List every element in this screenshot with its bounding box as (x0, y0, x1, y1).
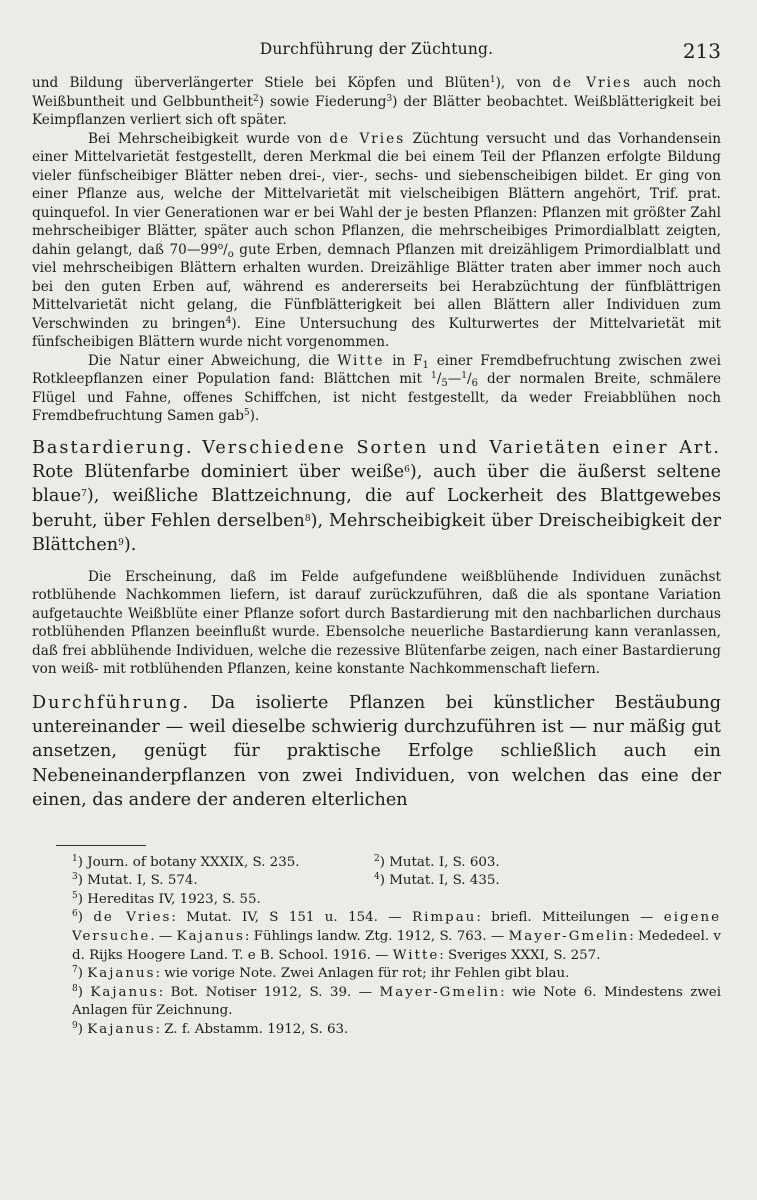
text: Die Natur einer Abweichung, die (88, 352, 338, 369)
footnote-text: Mutat. I, S. 603. (389, 854, 500, 870)
page-number: 213 (682, 39, 721, 63)
spaced-text: eigene Versuche (72, 910, 722, 944)
author-name: Kajanus (90, 984, 159, 1000)
footnote-text: : Mutat. IV, S 151 u. 154. — (171, 910, 413, 926)
footnote-number: 8 (72, 983, 78, 994)
author-name: de Vries (93, 910, 172, 926)
footnote-row (32, 854, 721, 873)
footnote-ref-8: 8 (304, 513, 311, 524)
footnote-text: Hereditas IV, 1923, S. 55. (87, 891, 261, 907)
text: Da isolierte Pflanzen bei künstlicher Bestäubung untereinander — weil dieselbe schwierig durchzuführen ist — nur mäßig gut ansetzen, genügt für praktische Erfolge schließlich auch ein Nebeneinanderpflanzen von zwei Individuen, von welchen das eine der einen, das andere der anderen elterlichen (32, 692, 721, 811)
footnote-number: 5 (72, 890, 78, 901)
percent-sup: o (217, 241, 224, 252)
text: ), von (495, 75, 553, 91)
text: ), weißliche Blattzeichnung, die auf Lockerheit des Blattgewebes beruht, über Fehlen derselben (32, 486, 721, 531)
paragraph-5: Die Erscheinung, daß im Felde aufgefundene weißblühende Individuen zunächst rotblühende Nachkommen liefern, ist darauf zurückzuführen, daß die als spontane Variation aufgetauchte Weißblüte einer Pflanze sofort durch Bastardierung mit den nachbarlichen durchaus rotblühenden Pflanzen beeinflußt wurde. Ebensolche neuerliche Bastardierung kann veranlassen, daß frei abblühende Individuen, welche die rezessive Blütenfarbe zeigen, nach einer Bastardierung von weiß- mit rotblühenden Pflanzen, keine konstante Nachkommenschaft liefern. (32, 568, 721, 678)
text: in F (384, 352, 423, 369)
text: einer Fremdbefruchtung zwischen zwei Rotkleepflanzen einer Population fand: Blättchen mit (32, 352, 721, 387)
footnote-4: $^4$) Mutat. I, S. 435. (374, 872, 500, 889)
footnote-divider (56, 845, 146, 846)
footnote-text: . — (150, 928, 177, 944)
paragraph-1 (32, 74, 721, 130)
author-name: Rimpau (412, 910, 477, 926)
text: ). (123, 535, 137, 556)
percent-slash: / (223, 241, 228, 258)
footnote-3: $^3$) Mutat. I, S. 574. (72, 872, 198, 889)
fraction-numerator: 1 (461, 371, 468, 381)
percent-sub: o (227, 248, 234, 260)
footnote-text: : Mededeel. v d. Rijks Hoogere Land. T. e B. School. 1916. — (72, 928, 721, 963)
subscript: 1 (422, 359, 429, 371)
footnote-6: $^6$) de Vries: Mutat. IV, S 151 u. 154. — Rimpau: briefl. Mitteilungen — eigene Versuche. — Kajanus: Fühlings landw. Ztg. 1912, S. 763. — Mayer-Gmelin: Mededeel. v d. Rijks Hoogere Land. T. e B. School. 1916. — Witte: Sveriges XXXI, S. 257. (72, 909, 722, 963)
paragraph-3: Die Natur einer Abweichung, die Witte in $F_1$ einer Fremdbefruchtung zwischen zwei Rotkleepflanzen einer Population fand: Blättchen mit $^1/_5—^1/_6$ der normalen Breite, schmälere Flügel und Fahne, offenes Schiffchen, ist nicht festgestellt, da weder Freiabblühen noch Fremdbefruchtung Samen gab$^5$). (32, 352, 722, 424)
running-head: Durchführung der Züchtung. (259, 40, 494, 58)
text: gute Erben, demnach Pflanzen mit dreizähligem Primordialblatt und viel mehrscheibigen Blättern erhalten wurden. Dreizählige Blätter traten aber immer noch auch bei den guten Erben auf, während es andererseits bei Herabzüchtung der fünfblättrigen Mittelvarietät nicht gelang, die Fünfblätterigkeit bei allen Blättern aller Individuen zum Verschwinden zu bringen (32, 241, 721, 332)
footnote-text: : Sveriges XXXI, S. 257. (439, 947, 601, 963)
text: ). (249, 408, 260, 424)
footnote-text: Journ. of botany XXXIX, S. 235. (87, 854, 300, 870)
footnotes (32, 854, 721, 1040)
footnote-row (32, 872, 721, 891)
footnote-text: : wie vorige Note. Zwei Anlagen für rot; ihr Fehlen gibt blau. (155, 966, 570, 982)
footnote-number: 7 (72, 965, 78, 976)
author-name: Kajanus (176, 928, 245, 944)
footnote-7: $^7$) Kajanus: wie vorige Note. Zwei Anlagen für rot; ihr Fehlen gibt blau. (72, 965, 570, 982)
paragraph-2 (32, 130, 721, 352)
author-name: de Vries (329, 130, 406, 147)
footnote-text: : Bot. Notiser 1912, S. 39. — (158, 984, 380, 1000)
footnote-ref-9: 9 (118, 538, 124, 549)
footnote-text: : wie Note 6. Mindestens zwei Anlagen für Zeichnung. (72, 984, 721, 1019)
author-name: Kajanus (87, 1021, 156, 1037)
footnote-ref-3: 3 (386, 93, 393, 104)
text: der normalen Breite, schmälere Flügel und Fahne, offenes Schiffchen, ist nicht festgestellt, da weder Freiabblühen noch Fremdbefruchtung Samen gab (32, 371, 722, 424)
footnote-1: $^1$) Journ. of botany XXXIX, S. 235. (72, 853, 300, 870)
subheading: Verschiedene Sorten und Varietäten einer Art. (202, 437, 722, 458)
page-header (32, 40, 721, 74)
section-heading: Bastardierung. (32, 437, 194, 458)
text: ), Mehrscheibigkeit über Dreischeibigkeit der Blättchen (32, 510, 721, 556)
footnote-text: Mutat. I, S. 574. (87, 873, 198, 889)
footnote-ref-5: 5 (243, 408, 250, 418)
text: Rote Blütenfarbe dominiert über weiße (32, 461, 405, 482)
text: Bei Mehrscheibigkeit wurde von (88, 130, 330, 147)
footnote-9: $^9$) Kajanus: Z. f. Abstamm. 1912, S. 63. (72, 1020, 349, 1037)
author-name: Mayer-Gmelin (508, 928, 630, 944)
footnote-text: Mutat. I, S. 435. (389, 873, 500, 889)
footnote-number: 2 (374, 853, 380, 864)
footnote-8: $^8$) Kajanus: Bot. Notiser 1912, S. 39. — Mayer-Gmelin: wie Note 6. Mindestens zwei Anlagen für Zeichnung. (72, 983, 721, 1019)
fraction-denominator: 6 (471, 378, 478, 389)
text: Züchtung versucht und das Vorhandensein einer Mittelvarietät festgestellt, deren Merkmal die bei einem Teil der Pflanzen erfolgte Bildung vieler fünfscheibiger Blätter neben drei-, vier-, sechs- und siebenscheibigen bildet. Er ging von einer Pflanze aus, welche der Mittelvarietät mit vielscheibigen Blättern angehört, Trif. prat. quinquefol. In vier Generationen war er bei Wahl der je besten Pflanzen: Pflanzen mit größter Zahl mehrscheibiger Blätter, später auch schon Pflanzen, die mehrscheibiges Primordialblatt zeigten, dahin gelangt, daß 70—99 (32, 130, 721, 258)
footnote-ref-6: 6 (404, 464, 410, 475)
text: und Bildung überverlängerter Stiele bei Köpfen und Blüten (32, 75, 490, 91)
footnote-text: : briefl. Mitteilungen — (476, 910, 664, 926)
footnote-number: 3 (72, 872, 78, 883)
author-name: Witte (337, 352, 385, 369)
fraction-numerator: 1 (431, 371, 437, 381)
footnote-ref-1: 1 (489, 75, 496, 85)
footnote-ref-4: 4 (225, 315, 232, 326)
text: ) sowie Fiederung (258, 93, 387, 110)
text (194, 438, 203, 458)
footnote-number: 9 (72, 1020, 78, 1031)
text: ). Eine Untersuchung des Kulturwertes der Mittelvarietät mit fünfscheibigen Blättern wurde nicht vorgenommen. (32, 315, 722, 350)
author-name: Kajanus (87, 966, 156, 982)
section-heading: Durchführung. (32, 692, 191, 713)
author-name: Mayer-Gmelin (379, 984, 501, 1000)
paragraph-6 (32, 691, 721, 813)
fraction-denominator: 5 (441, 378, 448, 389)
text: ), auch über die äußerst seltene blaue (32, 461, 722, 507)
footnote-number: 1 (72, 853, 78, 864)
paragraph-4 (32, 436, 721, 558)
author-name: de Vries (552, 75, 632, 91)
footnote-ref-7: 7 (81, 489, 87, 500)
dash: — (447, 371, 462, 387)
footnote-number: 4 (374, 872, 380, 883)
footnote-2: $^2$) Mutat. I, S. 603. (374, 853, 500, 870)
text: ) der Blätter beobachtet. Weißblätterigkeit bei Keimpflanzen verliert sich oft später. (32, 93, 722, 128)
footnote-5: $^5$) Hereditas IV, 1923, S. 55. (72, 890, 261, 907)
text: auch noch Weißbuntheit und Gelbbuntheit (32, 75, 721, 110)
footnote-ref-2: 2 (253, 93, 259, 104)
author-name: Witte (392, 947, 440, 963)
footnote-text: : Fühlings landw. Ztg. 1912, S. 763. — (244, 928, 509, 944)
footnote-text: : Z. f. Abstamm. 1912, S. 63. (155, 1021, 349, 1037)
footnote-number: 6 (72, 909, 78, 920)
